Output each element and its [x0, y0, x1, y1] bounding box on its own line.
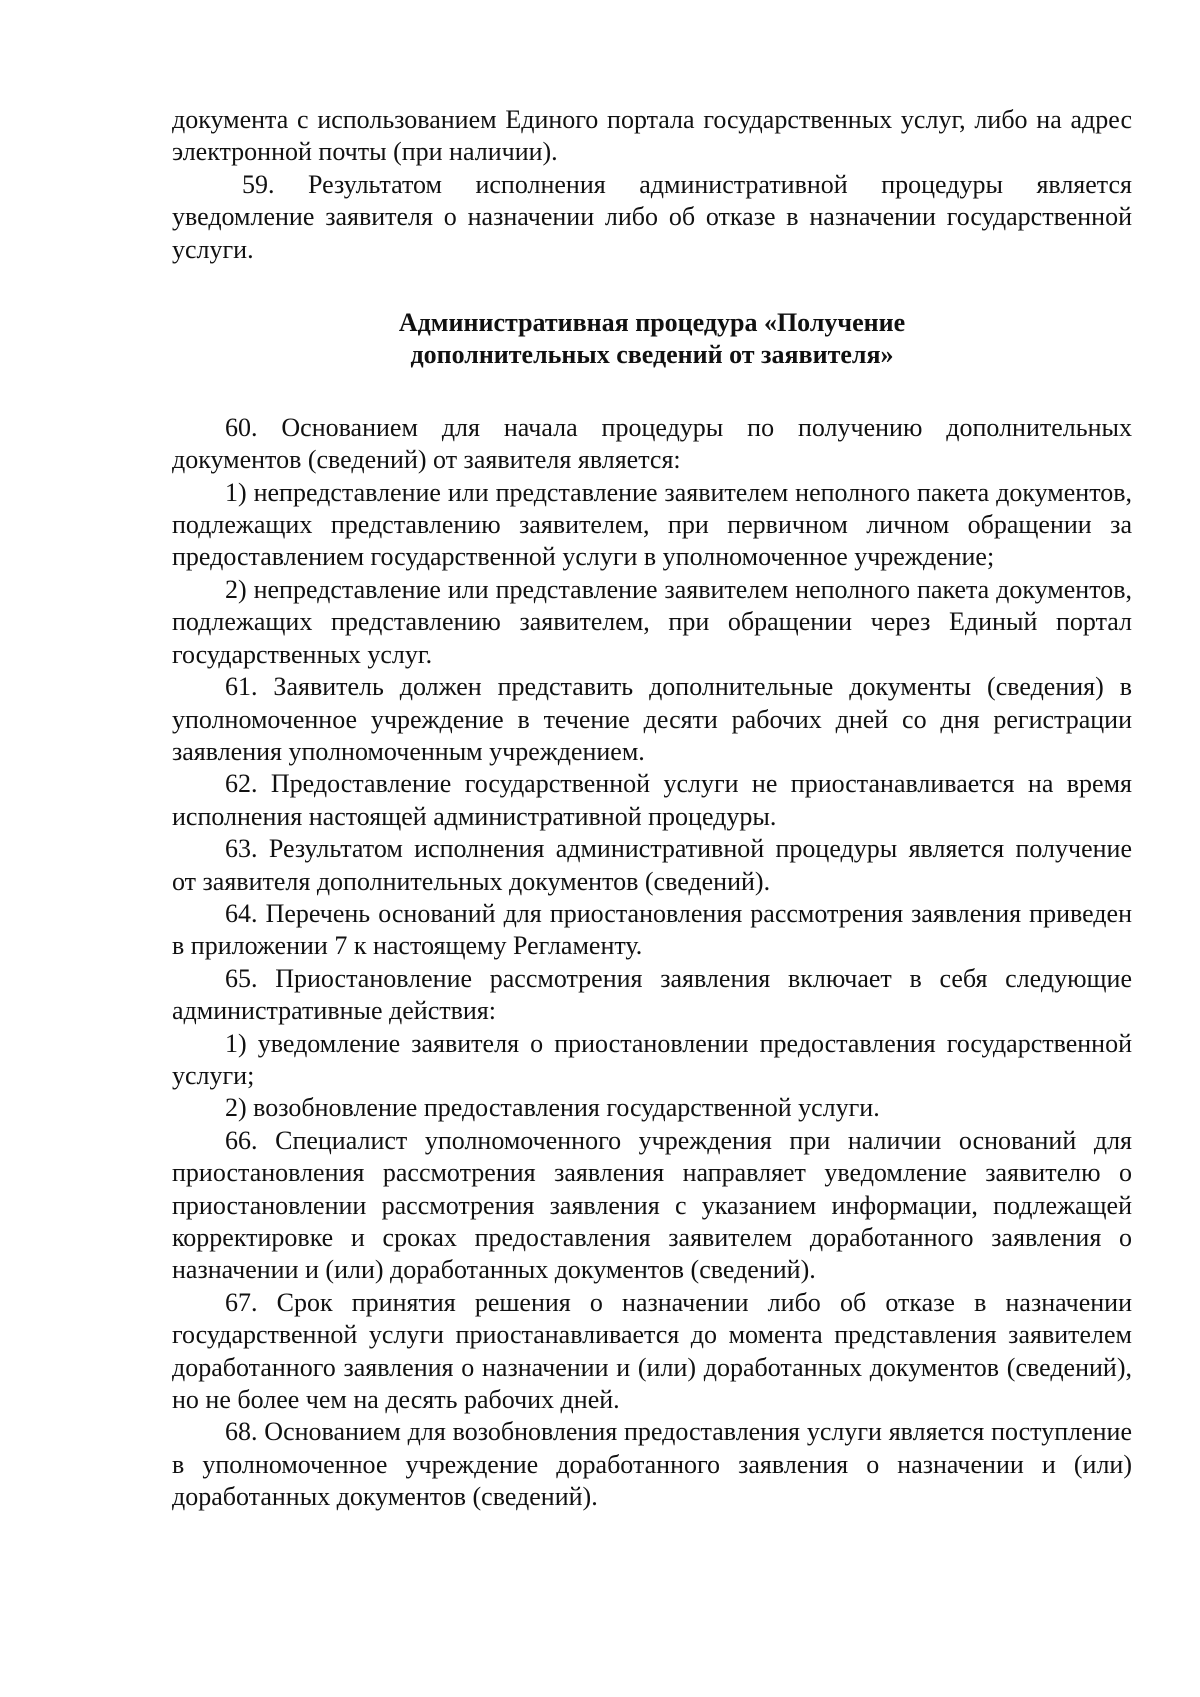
- paragraph-60-item-2: 2) непредставление или представление заявителем неполного пакета документов, подлежащих представлению заявителем, при обращении через Единый портал государственных услуг.: [172, 574, 1132, 669]
- paragraph-65-item-2: 2) возобновление предоставления государственной услуги.: [225, 1093, 880, 1123]
- paragraph-66: 66. Специалист уполномоченного учреждения при наличии оснований для приостановления рассмотрения заявления направляет уведомление заявителю о приостановлении рассмотрения заявления с указанием информации, подлежащей корректировке и сроках предоставления заявителем доработанного заявления о назначении и (или) доработанных документов (сведений).: [172, 1125, 1132, 1285]
- section-heading: [172, 307, 1132, 372]
- document-page: [172, 104, 1132, 1514]
- paragraph-59: 59. Результатом исполнения административной процедуры является уведомление заявителя о назначении либо об отказе в назначении государственной услуги.: [172, 169, 1132, 264]
- section-heading-line-1: Административная процедура «Получение: [398, 308, 906, 338]
- section-heading-line-2: дополнительных сведений от заявителя»: [410, 340, 894, 370]
- paragraph-67: 67. Срок принятия решения о назначении либо об отказе в назначении государственной услуги приостанавливается до момента представления заявителем доработанного заявления о назначении и (или) доработанных документов (сведений), но не более чем на десять рабочих дней.: [172, 1287, 1132, 1415]
- paragraph-61: 61. Заявитель должен представить дополнительные документы (сведения) в уполномоченное учреждение в течение десяти рабочих дней со дня регистрации заявления уполномоченным учреждением.: [172, 672, 1132, 766]
- paragraph-63: 63. Результатом исполнения административной процедуры является получение от заявителя дополнительных документов (сведений).: [172, 834, 1132, 896]
- paragraph-60: 60. Основанием для начала процедуры по получению дополнительных документов (сведений) от заявителя является:: [172, 412, 1132, 475]
- paragraph-68: 68. Основанием для возобновления предоставления услуги является поступление в уполномоченное учреждение доработанного заявления о назначении и (или) доработанных документов (сведений).: [172, 1417, 1132, 1512]
- paragraph-62: 62. Предоставление государственной услуги не приостанавливается на время исполнения настоящей административной процедуры.: [172, 769, 1132, 831]
- paragraph-64: 64. Перечень оснований для приостановления рассмотрения заявления приведен в приложении 7 к настоящему Регламенту.: [172, 898, 1132, 961]
- paragraph-65: 65. Приостановление рассмотрения заявления включает в себя следующие административные действия:: [172, 963, 1132, 1026]
- intro-paragraph: документа с использованием Единого портала государственных услуг, либо на адрес электронной почты (при наличии).: [172, 105, 1132, 167]
- paragraph-60-item-1: 1) непредставление или представление заявителем неполного пакета документов, подлежащих представлению заявителем, при первичном личном обращении за предоставлением государственной услуги в уполномоченное учреждение;: [172, 477, 1132, 572]
- paragraph-65-item-1: 1) уведомление заявителя о приостановлении предоставления государственной услуги;: [172, 1028, 1132, 1090]
